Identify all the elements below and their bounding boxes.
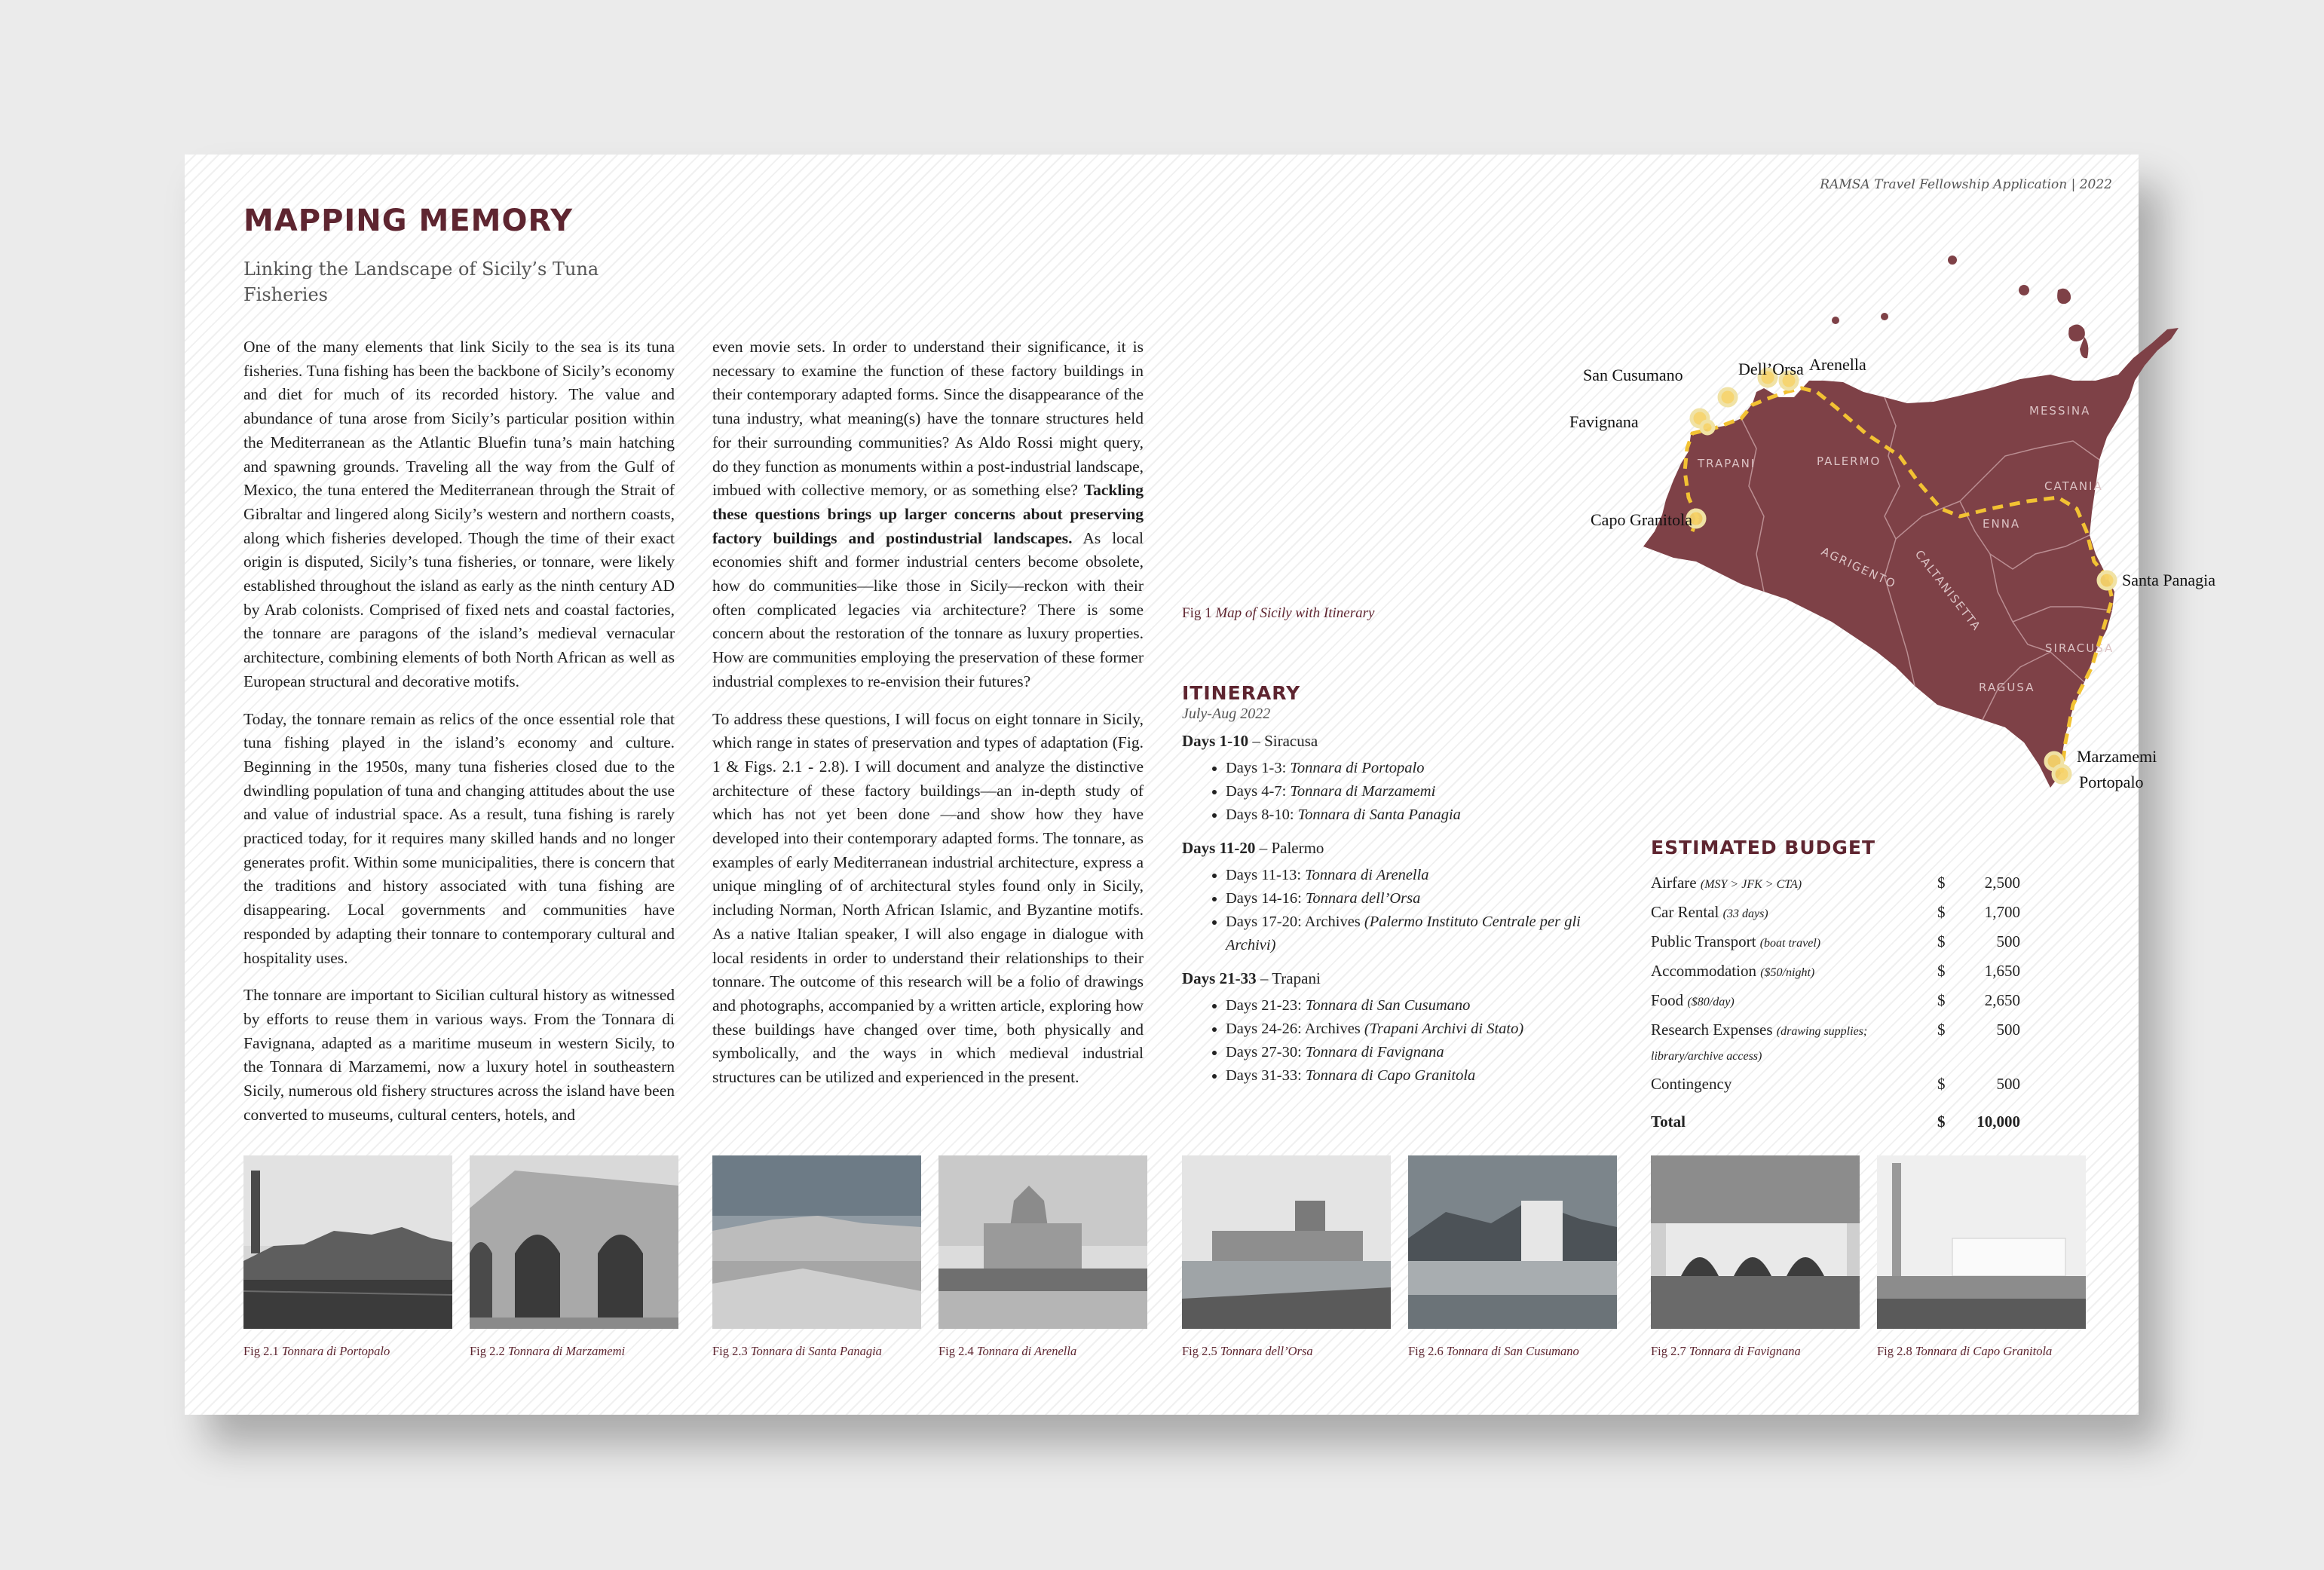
photo-caption: Fig 2.5 Tonnara dell’Orsa <box>1182 1344 1313 1358</box>
province-label: AGRIGENTO <box>1819 544 1899 592</box>
site-marker <box>2053 766 2070 782</box>
province-label: TRAPANI <box>1698 457 1756 470</box>
itinerary-group-place: – Siracusa <box>1248 732 1318 750</box>
paragraph: One of the many elements that link Sicily to the sea is its tuna fisheries. Tuna fishing has been the backbone of Sicily’s economy and diet for much of its recorded history. The value and abundance of tuna arose from Sicily’s particular position within the Mediterranean as the Atlantic Bluefin tuna’s main hatching and spawning grounds. Traveling all the way from the Gulf of Mexico, the tuna entered the Mediterranean through the Strait of Gibraltar and lingered along Sicily’s western and northern coasts, along which fisheries developed. Though the time of their exact origin is disputed, Sicily’s tuna fisheries, or tonnare, were likely established throughout the island as early as the ninth century AD by Arab colonists. Comprised of fixed nets and coastal factories, the tonnare are paragons of the island’s medieval vernacular architecture, combining elements of both North African as well as European structural and decorative motifs. <box>243 338 675 690</box>
page-title: MAPPING MEMORY <box>243 204 574 238</box>
itinerary-item: • Days 11-13: Tonnara di Arenella <box>1226 864 1634 887</box>
paragraph <box>712 335 1144 694</box>
map-caption <box>1182 605 1374 622</box>
site-label: Santa Panagia <box>2122 571 2216 589</box>
budget-title: ESTIMATED BUDGET <box>1651 837 1876 858</box>
paragraph: Today, the tonnare remain as relics of the once essential role that tuna fishing played in the island’s economy and culture. Beginning in the 1950s, many tuna fisheries closed due to the dwindling population of tuna and changing attitudes about the use and value of industrial space. As a result, tuna fishing is rarely practiced today, for it requires many skilled hands and no longer generates profit. Within some municipalities, there is concern that the traditions and history associated with tuna fishing are disappearing. Local governments and communities have responded by adapting their tonnare to contemporary cultural and hospitality uses. <box>243 709 675 967</box>
photo-favignana <box>1651 1155 1860 1329</box>
site-label: San Cusumano <box>1583 366 1683 384</box>
paragraph-text: even movie sets. In order to understand their significance, it is necessary to examine the function of these factory buildings in their contemporary adapted forms. Since the disappearance of the tuna industry, what meaning(s) have the tonnare structures held for their surrounding communities? As Aldo Rossi might query, do they function as monuments within a post-industrial landscape, imbued with collective memory, or as something else? <box>712 338 1144 500</box>
photo-caption: Fig 2.3 Tonnara di Santa Panagia <box>712 1344 882 1358</box>
province-label: PALERMO <box>1817 454 1882 468</box>
budget <box>1651 837 2020 1135</box>
photo-capo-granitola <box>1877 1155 2086 1329</box>
itinerary <box>1182 682 1634 1100</box>
budget-row: Contingency $ 500 <box>1651 1075 2020 1093</box>
header-note: RAMSA Travel Fellowship Application | 2022 <box>1820 177 2112 192</box>
budget-row: Food ($80/day) $ 2,650 <box>1651 991 2020 1009</box>
photo-caption: Fig 2.7 Tonnara di Favignana <box>1651 1344 1801 1358</box>
photo-caption: Fig 2.6 Tonnara di San Cusumano <box>1408 1344 1579 1358</box>
itinerary-group-place: – Palermo <box>1255 839 1324 857</box>
province-label: MESSINA <box>2029 404 2091 418</box>
text-column-1 <box>243 335 675 1141</box>
budget-row: Airfare (MSY > JFK > CTA) $ 2,500 <box>1651 874 2020 892</box>
itinerary-item: • Days 1-3: Tonnara di Portopalo <box>1226 757 1634 780</box>
itinerary-item: • Days 4-7: Tonnara di Marzamemi <box>1226 780 1634 803</box>
photo-caption: Fig 2.2 Tonnara di Marzamemi <box>470 1344 626 1358</box>
page-subtitle: Linking the Landscape of Sicily’s Tuna Fisheries <box>243 259 599 305</box>
itinerary-item: • Days 8-10: Tonnara di Santa Panagia <box>1226 803 1634 827</box>
photo-santa-panagia <box>712 1155 921 1329</box>
province-label: SIRACUSA <box>2045 641 2114 655</box>
paragraph-text: As local economies shift and former industrial centers become obsolete, how do communities—like those in Sicily—reckon with their often complicated legacies via architecture? There is some concern about the restoration of the tonnare as luxury properties. How are communities employing the preservation of these former industrial complexes to re-envision their futures? <box>712 528 1144 690</box>
itinerary-item: • Days 14-16: Tonnara dell’Orsa <box>1226 887 1634 910</box>
itinerary-group <box>1182 969 1634 988</box>
photo-caption: Fig 2.8 Tonnara di Capo Granitola <box>1877 1344 2053 1358</box>
photo-caption: Fig 2.4 Tonnara di Arenella <box>938 1344 1077 1358</box>
itinerary-item: • Days 27-30: Tonnara di Favignana <box>1226 1041 1634 1064</box>
photo-portopalo <box>243 1155 452 1329</box>
photo-dell-orsa <box>1182 1155 1391 1329</box>
site-marker <box>1719 389 1736 406</box>
itinerary-group-place: – Trapani <box>1256 969 1321 987</box>
site-label: Marzamemi <box>2077 747 2157 766</box>
itinerary-list <box>1182 994 1634 1088</box>
itinerary-item: • Days 21-23: Tonnara di San Cusumano <box>1226 994 1634 1018</box>
site-label: Portopalo <box>2079 773 2144 791</box>
photo-caption: Fig 2.1 Tonnara di Portopalo <box>243 1344 390 1358</box>
itinerary-group <box>1182 732 1634 751</box>
itinerary-group-label: Days 1-10 <box>1182 732 1249 750</box>
document-page <box>185 155 2216 1415</box>
map-caption-number: Fig 1 <box>1182 605 1212 621</box>
site-marker <box>2099 572 2115 589</box>
site-marker <box>1701 421 1713 433</box>
budget-row: Car Rental (33 days) $ 1,700 <box>1651 903 2020 921</box>
paragraph: The tonnare are important to Sicilian cultural history as witnessed by efforts to reuse them in various ways. From the Tonnara di Favignana, adapted as a maritime museum in western Sicily, to the Tonnara di Marzamemi, now a luxury hotel in southeastern Sicily, numerous old fishery structures across the island have been converted to museums, cultural centers, hotels, and <box>243 986 675 1124</box>
paragraph-bold-text: Tackling these questions brings up larger concerns about preserving factory buildings and postindustrial landscapes. <box>712 481 1144 547</box>
province-label: CALTANISETTA <box>1912 547 1984 634</box>
province-label: ENNA <box>1983 517 2021 531</box>
budget-total-row: Total $ 10,000 <box>1651 1112 2020 1131</box>
site-label: Arenella <box>1809 355 1866 374</box>
budget-table <box>1651 869 2020 1135</box>
itinerary-title: ITINERARY <box>1182 682 1301 704</box>
itinerary-item: • Days 31-33: Tonnara di Capo Granitola <box>1226 1064 1634 1088</box>
budget-row: Public Transport (boat travel) $ 500 <box>1651 932 2020 950</box>
itinerary-list <box>1182 864 1634 957</box>
province-label: RAGUSA <box>1979 681 2035 694</box>
photo-arenella <box>938 1155 1147 1329</box>
itinerary-item: • Days 17-20: Archives (Palermo Instituto Centrale per gli Archivi) <box>1226 910 1634 957</box>
paragraph: To address these questions, I will focus on eight tonnare in Sicily, which range in states of preservation and types of adaptation (Fig. 1 & Figs. 2.1 - 2.8). I will document and analyze the distinctive architecture of these factory buildings—an in-depth study of which has not yet been done —and show how they have developed into their contemporary adapted forms. The tonnare, as examples of early Mediterranean industrial architecture, express a unique mingling of of architectural styles found only in Sicily, including Norman, North African Islamic, and Byzantine motifs. As a native Italian speaker, I will also engage in dialogue with local residents in order to understand their relationships to their tonnare. The outcome of this research will be a folio of drawings and photographs, accompanied by a written article, exploring how these buildings have changed over time, both physically and symbolically, and the ways in which medieval industrial structures can be utilized and experienced in the present. <box>712 709 1144 1087</box>
itinerary-group-label: Days 11-20 <box>1182 839 1256 857</box>
itinerary-item: • Days 24-26: Archives (Trapani Archivi di Stato) <box>1226 1018 1634 1041</box>
itinerary-dates: July-Aug 2022 <box>1182 705 1271 722</box>
photo-san-cusumano <box>1408 1155 1617 1329</box>
photo-marzamemi <box>470 1155 678 1329</box>
map-caption-text: Map of Sicily with Itinerary <box>1215 605 1375 621</box>
itinerary-group-label: Days 21-33 <box>1182 969 1257 987</box>
itinerary-group <box>1182 839 1634 858</box>
site-label: Capo Granitola <box>1591 510 1693 529</box>
province-label: CATANIA <box>2044 479 2103 493</box>
budget-row: Accommodation ($50/night) $ 1,650 <box>1651 962 2020 980</box>
aeolian-islands <box>1832 256 2088 358</box>
budget-row: Research Expenses (drawing supplies; library/archive access) $ 500 <box>1651 1021 2020 1063</box>
text-column-2 <box>712 335 1144 1103</box>
site-label: Favignana <box>1569 412 1639 431</box>
site-label: Dell’Orsa <box>1738 360 1804 378</box>
itinerary-list <box>1182 757 1634 827</box>
